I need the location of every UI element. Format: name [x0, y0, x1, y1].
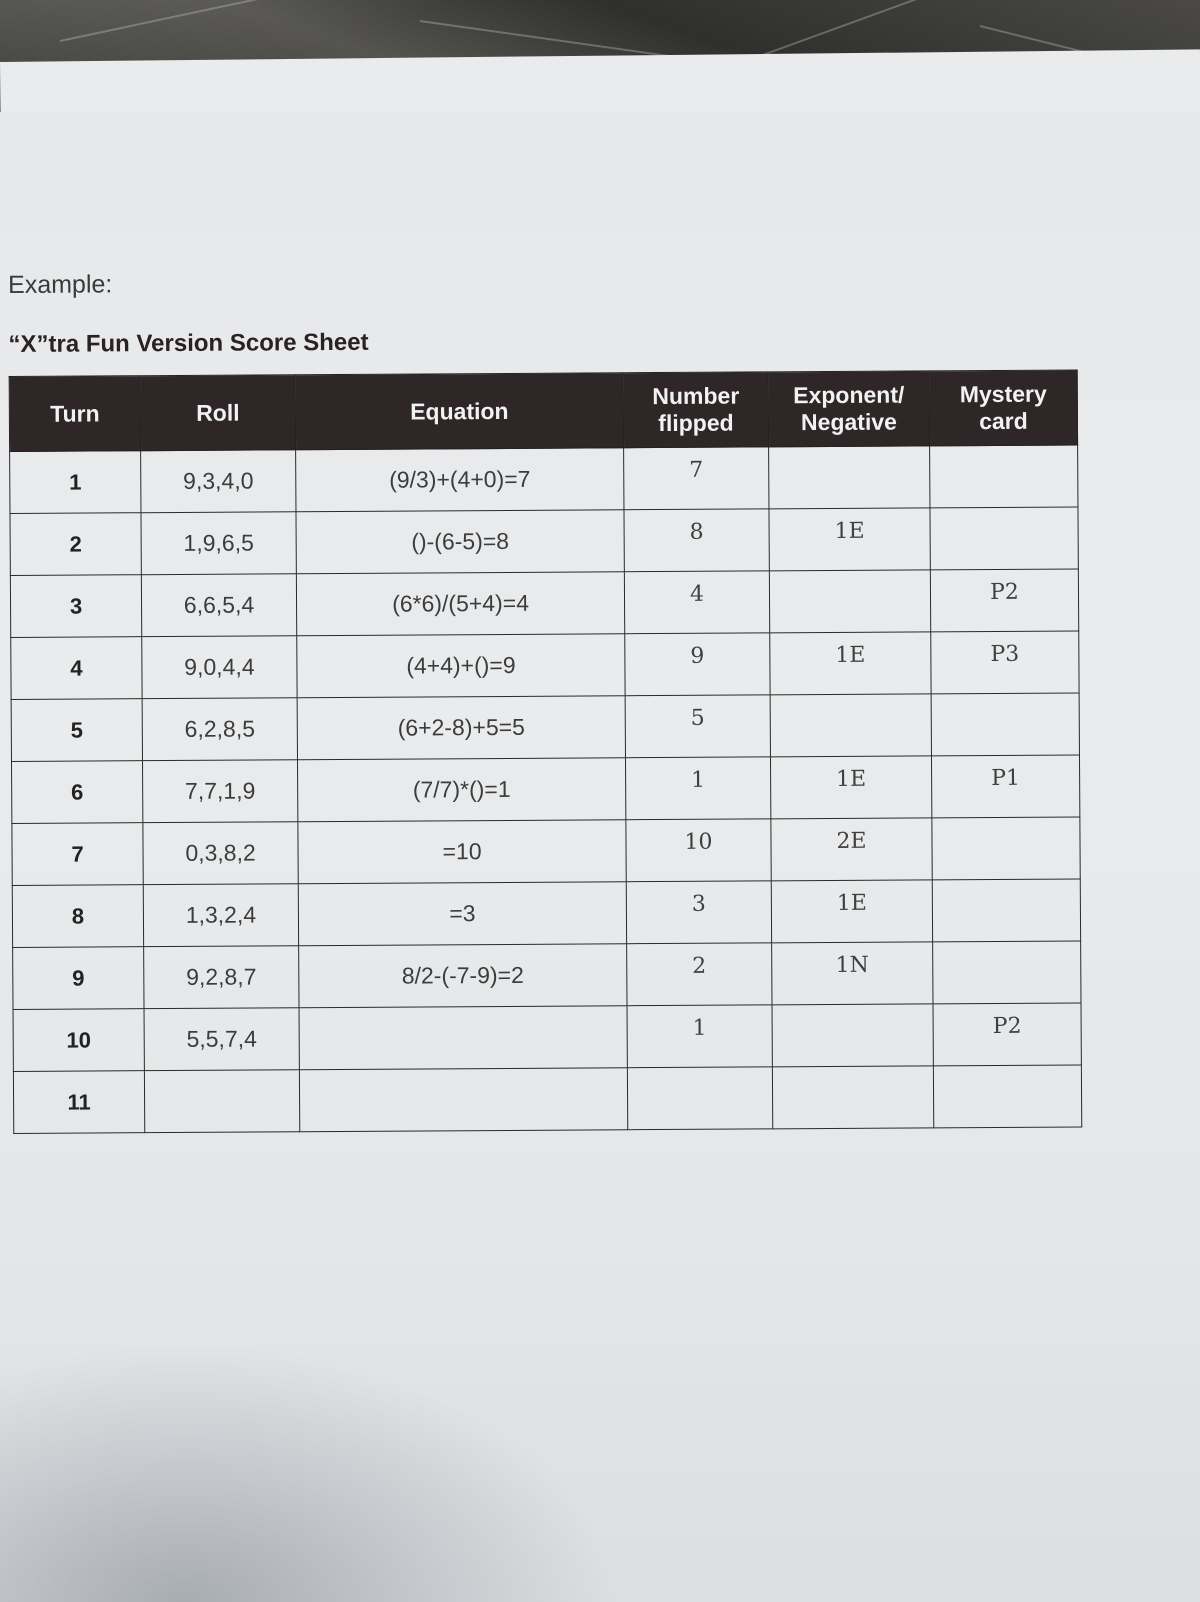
score-sheet-content [8, 263, 1113, 1134]
number-flipped-cell: 1 [627, 1005, 772, 1068]
exponent-negative-cell: 1N [772, 942, 933, 1005]
roll-cell: 1,3,2,4 [143, 884, 298, 947]
equation-cell: ()-(6-5)=8 [296, 510, 624, 574]
table-row [12, 817, 1080, 886]
number-flipped-cell: 4 [624, 571, 769, 634]
turn-cell: 4 [11, 637, 142, 700]
number-flipped-cell: 5 [625, 695, 770, 758]
exponent-negative-cell: 1E [770, 632, 931, 695]
equation-cell: =3 [298, 882, 626, 946]
table-row [12, 755, 1080, 824]
table-row [13, 1003, 1081, 1072]
number-flipped-cell: 10 [626, 819, 771, 882]
mystery-card-cell [932, 879, 1080, 942]
equation-cell: (6+2-8)+5=5 [297, 696, 625, 760]
turn-cell: 10 [13, 1009, 144, 1072]
mystery-card-cell [930, 445, 1078, 508]
example-label: Example: [8, 270, 113, 299]
roll-cell: 1,9,6,5 [141, 512, 296, 575]
table-row [10, 569, 1078, 638]
mystery-card-cell [931, 693, 1079, 756]
roll-cell: 5,5,7,4 [144, 1008, 299, 1071]
score-table [9, 369, 1083, 1134]
exponent-negative-cell: 1E [769, 508, 930, 571]
equation-cell: 8/2-(-7-9)=2 [299, 944, 627, 1008]
mystery-card-cell: P2 [933, 1003, 1081, 1066]
roll-cell: 9,0,4,4 [142, 636, 297, 699]
header-row [9, 370, 1077, 452]
turn-cell: 11 [13, 1071, 144, 1134]
exponent-negative-cell: 1E [770, 756, 931, 819]
exponent-negative-cell [769, 446, 930, 509]
exponent-negative-cell: 1E [771, 880, 932, 943]
number-flipped-cell: 2 [627, 943, 772, 1006]
table-row [13, 1065, 1081, 1134]
equation-cell: (6*6)/(5+4)=4 [296, 572, 624, 636]
roll-cell: 9,2,8,7 [144, 946, 299, 1009]
number-flipped-cell: 7 [624, 447, 769, 510]
exponent-negative-cell: 2E [771, 818, 932, 881]
hand-shadow [0, 1342, 620, 1602]
mystery-card-cell [932, 817, 1080, 880]
turn-cell: 6 [12, 761, 143, 824]
equation-cell: =10 [298, 820, 626, 884]
mystery-card-cell: P2 [930, 569, 1078, 632]
equation-cell [299, 1068, 627, 1132]
exponent-negative-cell [772, 1004, 933, 1067]
roll-cell: 0,3,8,2 [143, 822, 298, 885]
header-equation: Equation [295, 373, 623, 450]
turn-cell: 7 [12, 823, 143, 886]
header-number-flipped: Number flipped [623, 372, 768, 448]
mystery-card-cell [933, 941, 1081, 1004]
table-body [10, 445, 1082, 1134]
table-row [13, 941, 1081, 1010]
header-turn: Turn [9, 376, 140, 452]
equation-cell: (7/7)*()=1 [297, 758, 625, 822]
equation-cell [299, 1006, 627, 1070]
turn-cell: 1 [10, 451, 141, 514]
mystery-card-cell: P1 [931, 755, 1079, 818]
equation-cell: (4+4)+()=9 [297, 634, 625, 698]
number-flipped-cell: 8 [624, 509, 769, 572]
roll-cell: 9,3,4,0 [141, 450, 296, 513]
exponent-negative-cell [769, 570, 930, 633]
header-mystery-card: Mystery card [929, 370, 1077, 446]
turn-cell: 5 [11, 699, 142, 762]
number-flipped-cell: 9 [625, 633, 770, 696]
roll-cell: 7,7,1,9 [142, 760, 297, 823]
number-flipped-cell: 1 [625, 757, 770, 820]
header-roll: Roll [140, 375, 295, 451]
mystery-card-cell [933, 1065, 1081, 1128]
turn-cell: 8 [12, 885, 143, 948]
mystery-card-cell: P3 [931, 631, 1079, 694]
table-row [10, 445, 1078, 514]
turn-cell: 3 [10, 575, 141, 638]
roll-cell [144, 1070, 299, 1133]
sheet-title: “X”tra Fun Version Score Sheet [8, 328, 369, 358]
exponent-negative-cell [772, 1066, 933, 1129]
roll-cell: 6,2,8,5 [142, 698, 297, 761]
table-row [10, 507, 1078, 576]
equation-cell: (9/3)+(4+0)=7 [296, 448, 624, 512]
exponent-negative-cell [770, 694, 931, 757]
roll-cell: 6,6,5,4 [141, 574, 296, 637]
number-flipped-cell: 3 [626, 881, 771, 944]
table-row [12, 879, 1080, 948]
number-flipped-cell [627, 1067, 772, 1130]
header-exponent-negative: Exponent/ Negative [768, 371, 929, 447]
table-row [11, 631, 1079, 700]
table-row [11, 693, 1079, 762]
turn-cell: 2 [10, 513, 141, 576]
turn-cell: 9 [13, 947, 144, 1010]
mystery-card-cell [930, 507, 1078, 570]
